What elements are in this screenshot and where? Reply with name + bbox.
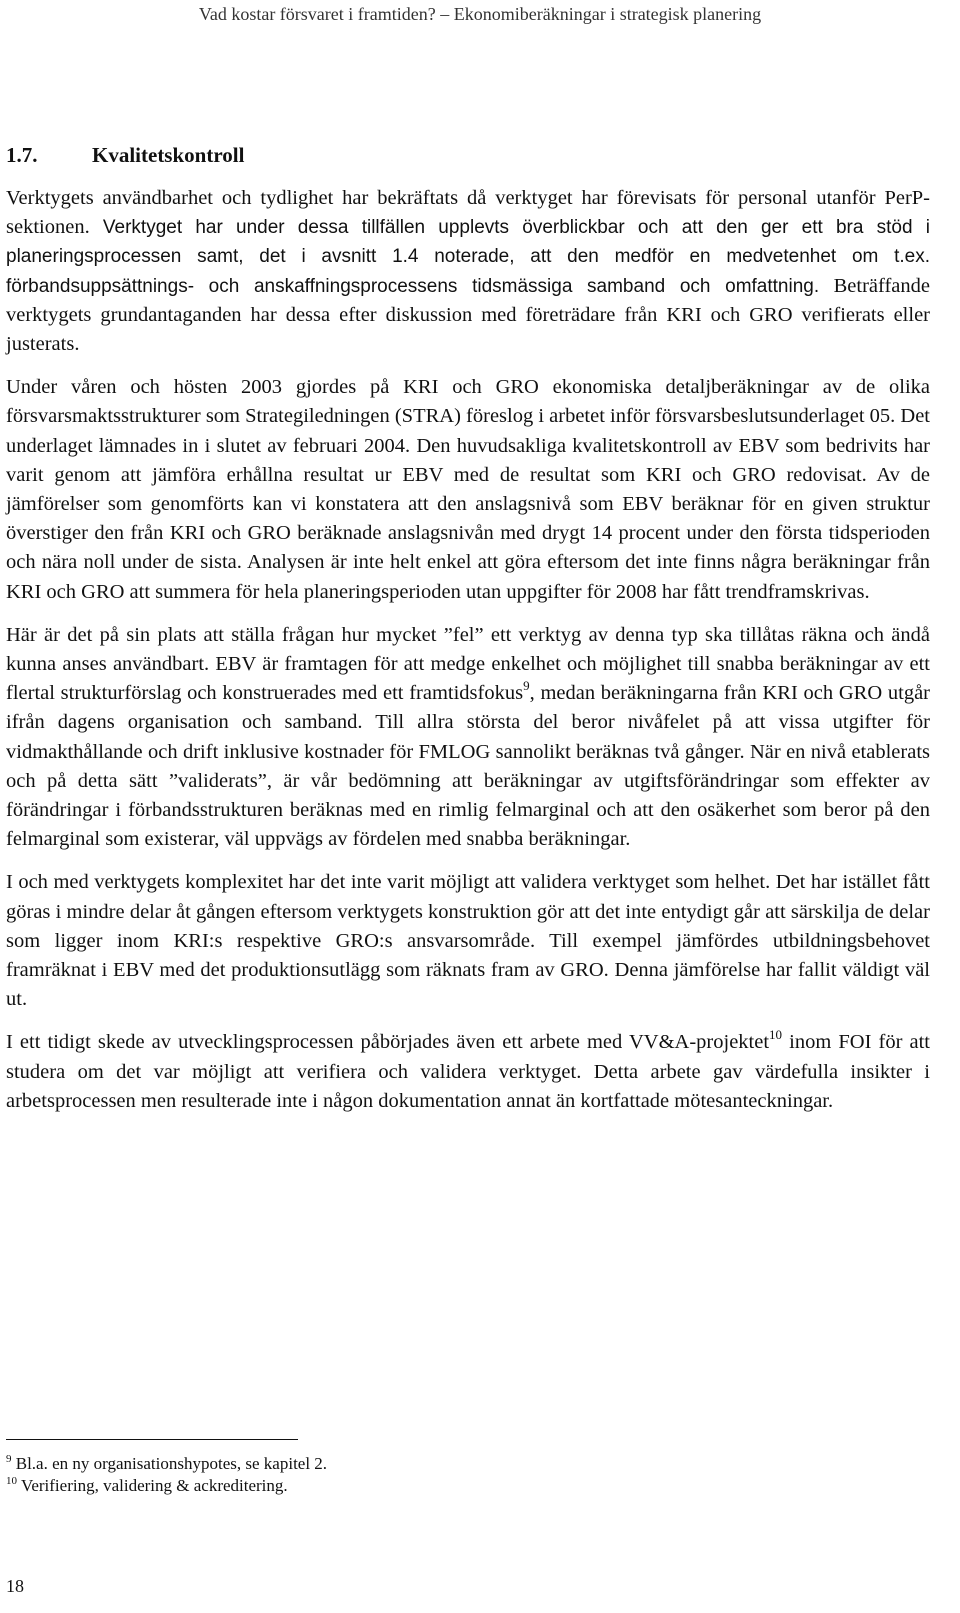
section-number: 1.7. [6, 143, 38, 167]
section-title: Kvalitetskontroll [92, 143, 245, 167]
footnote-mark: 9 [6, 1453, 12, 1465]
paragraph-5 [6, 1028, 930, 1116]
paragraph-4: I och med verktygets komplexitet har det inte varit möjligt att validera verktyget som helhet. Det har istället fått göras i mindre delar åt gången eftersom verktygets konstruktion gör att det inte entydigt går att särskilja de delar som ligger inom KRI:s respektive GRO:s ansvarsområde. Till exempel jämfördes utbildningsbehovet framräknat i EBV med det produktionsutlägg som räknats fram av GRO. Denna jämförelse har fallit väldigt väl ut. [6, 871, 930, 1011]
running-header: Vad kostar försvaret i framtiden? – Ekonomiberäkningar i strategisk planering [198, 4, 762, 24]
footnote-ref-9[interactable]: 9 [523, 678, 530, 694]
paragraph-5-part-b: inom FOI för att studera om det var möjligt att verifiera och validera verktyget. Detta arbete gav värdefulla insikter i arbetsprocessen men resulterade inte i någon dokumentation annat än kortfattade mötesanteckningar. [6, 1031, 930, 1112]
paragraph-1-part-c: Beträffande verktygets grundantaganden har dessa efter diskussion med företrädare från KRI och GRO verifierats eller justerats. [6, 274, 931, 356]
footnote-text: Bl.a. en ny organisationshypotes, se kapitel 2. [11, 1454, 328, 1473]
paragraph-3-part-b: , medan beräkningarna från KRI och GRO utgår ifrån dagens organisation och samband. Till allra största del beror nivåfelet på att vissa utgifter för vidmakthållande och drift inklusive kostnader för FMLOG sannolikt beräknas två gånger. När en nivå etablerats och på detta sätt ”validerats”, är vår bedömning att beräkningar av utgiftsförändringar som effekter av förändringar i förbandsstrukturen beräknas med en rimlig felmarginal och att den osäkerhet som beror på den felmarginal som existerar, väl uppvägs av fördelen med snabba beräkningar. [6, 682, 930, 851]
footnotes [6, 1453, 327, 1497]
body-text [6, 184, 930, 1130]
footnote-mark: 10 [6, 1475, 17, 1487]
footnote-10 [6, 1475, 327, 1497]
paragraph-5-part-a: I ett tidigt skede av utvecklingsprocessen påbörjades även ett arbete med VV&A-projektet [6, 1031, 770, 1054]
paragraph-1-part-a: Verktygets användbarhet och tydlighet har bekräftats då verktyget har förevisats för personal utanför PerP-sektionen. [6, 187, 930, 239]
footnote-ref-10[interactable]: 10 [769, 1027, 783, 1043]
paragraph-1 [6, 184, 930, 359]
footnote-text: Verifiering, validering & ackreditering. [17, 1476, 288, 1495]
section-heading [6, 143, 244, 168]
paragraph-2: Under våren och hösten 2003 gjordes på KRI och GRO ekonomiska detaljberäkningar av de olika försvarsmaktsstrukturer som Strategiledningen (STRA) föreslog i arbetet inför försvarsbeslutsunderlaget 05. Det underlaget lämnades in i slutet av februari 2004. Den huvudsakliga kvalitetskontroll av EBV som bedrivits har varit genom att jämföra erhållna resultat ur EBV med de resultat som KRI och GRO redovisat. Av de jämförelser som genomförts kan vi konstatera att den anslagsnivå som EBV beräknar för en given struktur överstiger den från KRI och GRO beräknade anslagsnivån med drygt 14 procent under den första tidsperioden och nära noll under de sista. Analysen är inte helt enkel att göra eftersom det inte finns några beräkningar från KRI och GRO att summera för hela planeringsperioden utan uppgifter för 2008 har fått trendframskrivas. [6, 376, 930, 603]
page-number: 18 [6, 1576, 24, 1596]
paragraph-1-part-b: Verktyget har under dessa tillfällen upplevts överblickbar och att den ger ett bra stöd i planeringsprocessen samt, det i avsnitt 1.4 noterade, att den medför en medvetenhet om t.ex. förbandsuppsättnings- och anskaffningsprocessens tidsmässiga samband och omfattning. [6, 217, 930, 297]
footnote-9 [6, 1453, 327, 1475]
footnote-divider [6, 1439, 298, 1440]
paragraph-3-part-a: Här är det på sin plats att ställa frågan hur mycket ”fel” ett verktyg av denna typ ska tillåtas räkna och ändå kunna anses användbart. EBV är framtagen för att medge enkelhet och möjlighet till snabba beräkningar av ett flertal strukturförslag och konstruerades med ett framtidsfokus [6, 623, 930, 705]
paragraph-3 [6, 621, 930, 855]
